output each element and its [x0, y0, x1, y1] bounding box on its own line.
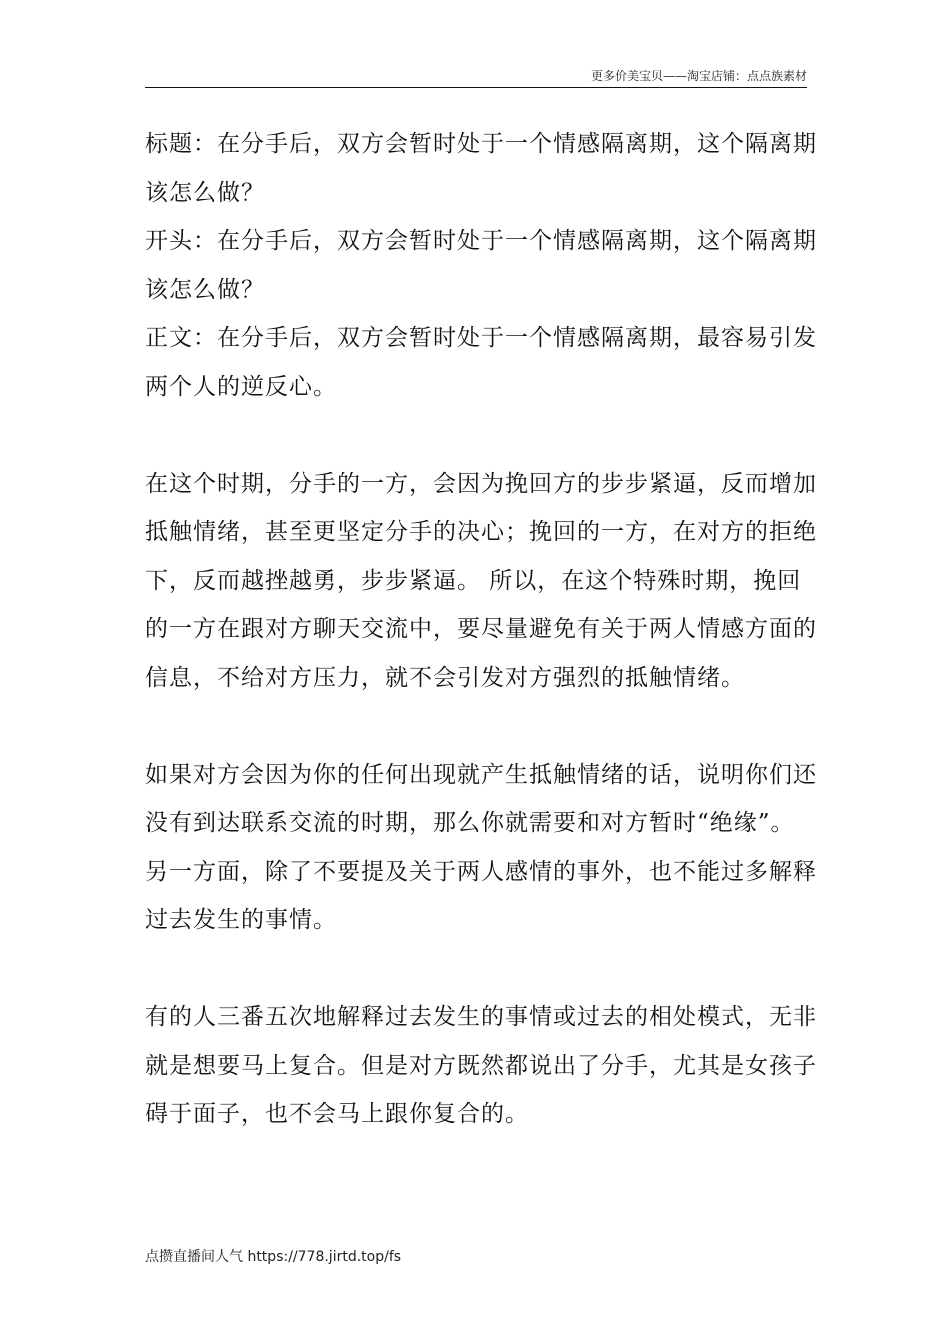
opening-line: 开头：在分手后，双方会暂时处于一个情感隔离期，这个隔离期该怎么做？ [145, 228, 817, 303]
header-text: 更多价美宝贝——淘宝店铺：点点族素材 [590, 69, 807, 83]
paragraph-gap [145, 945, 817, 994]
document-body [145, 120, 817, 1139]
paragraph-1: 在这个时期，分手的一方，会因为挽回方的步步紧逼，反而增加抵触情绪，甚至更坚定分手的决心；挽回的一方，在对方的拒绝下，反而越挫越勇，步步紧逼。 所以，在这个特殊时期，挽回的一方在跟对方聊天交流中，要尽量避免有关于两人情感方面的信息，不给对方压力，就不会引发对方强烈的抵触情绪。 [145, 470, 817, 691]
paragraph-gap [145, 702, 817, 751]
paragraph-3: 有的人三番五次地解释过去发生的事情或过去的相处模式，无非就是想要马上复合。但是对方既然都说出了分手，尤其是女孩子碍于面子，也不会马上跟你复合的。 [145, 1004, 817, 1127]
paragraph-gap [145, 411, 817, 460]
page-header [145, 68, 807, 88]
title-line: 标题：在分手后，双方会暂时处于一个情感隔离期，这个隔离期该怎么做？ [145, 131, 817, 206]
paragraph-2: 如果对方会因为你的任何出现就产生抵触情绪的话，说明你们还没有到达联系交流的时期，那么你就需要和对方暂时“绝缘”。 另一方面，除了不要提及关于两人感情的事外，也不能过多解释过去发生的事情。 [145, 761, 817, 933]
page-footer [145, 1248, 401, 1266]
body-intro-line: 正文：在分手后，双方会暂时处于一个情感隔离期，最容易引发两个人的逆反心。 [145, 325, 817, 400]
footer-text: 点攒直播间人气 https://778.jirtd.top/fs [145, 1249, 402, 1265]
